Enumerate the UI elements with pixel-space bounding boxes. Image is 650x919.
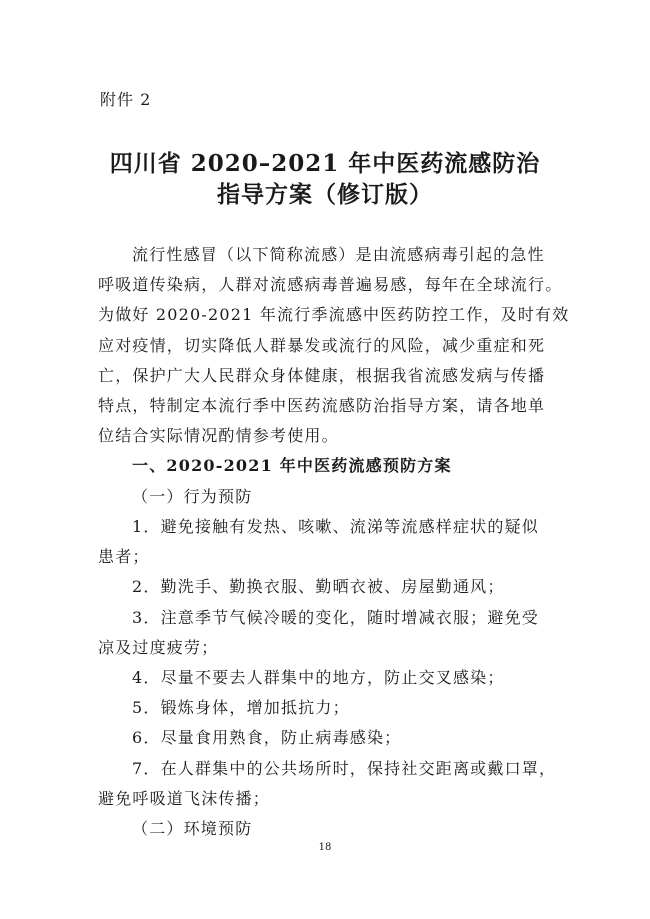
document-title-line-1: 四川省 2020–2021 年中医药流感防治 [109, 150, 541, 177]
intro-line: 特点，特制定本流行季中医药流感防治指导方案，请各地单 [98, 396, 546, 415]
subsection-heading: （二）环境预防 [132, 819, 253, 838]
list-item: 3．注意季节气候冷暖的变化，随时增减衣服；避免受 [132, 608, 539, 627]
intro-line: 流行性感冒（以下简称流感）是由流感病毒引起的急性 [132, 245, 545, 264]
document-title-line-2: 指导方案（修订版） [217, 181, 433, 208]
intro-line: 位结合实际情况酌情参考使用。 [98, 426, 339, 445]
intro-line: 亡，保护广大人民群众身体健康，根据我省流感发病与传播 [98, 366, 546, 385]
list-item: 患者； [98, 547, 150, 566]
intro-line: 呼吸道传染病，人群对流感病毒普遍易感，每年在全球流行。 [98, 275, 563, 294]
list-item: 6．尽量食用熟食，防止病毒感染； [132, 728, 402, 747]
list-item: 7．在人群集中的公共场所时，保持社交距离或戴口罩， [132, 759, 557, 778]
intro-line: 应对疫情，切实降低人群暴发或流行的风险，减少重症和死 [98, 336, 546, 355]
list-item: 5．锻炼身体，增加抵抗力； [132, 698, 350, 717]
list-item: 1．避免接触有发热、咳嗽、流涕等流感样症状的疑似 [132, 517, 539, 536]
list-item: 2．勤洗手、勤换衣服、勤晒衣被、房屋勤通风； [132, 577, 505, 596]
list-item: 4．尽量不要去人群集中的地方，防止交叉感染； [132, 668, 505, 687]
intro-line: 为做好 2020-2021 年流行季流感中医药防控工作，及时有效 [98, 305, 570, 324]
section-heading: 一、2020-2021 年中医药流感预防方案 [132, 456, 452, 475]
page-number: 18 [318, 842, 332, 853]
subsection-heading: （一）行为预防 [132, 487, 253, 506]
attachment-label: 附件 2 [100, 90, 152, 109]
list-item: 凉及过度疲劳； [98, 638, 219, 657]
list-item: 避免呼吸道飞沫传播； [98, 789, 271, 808]
